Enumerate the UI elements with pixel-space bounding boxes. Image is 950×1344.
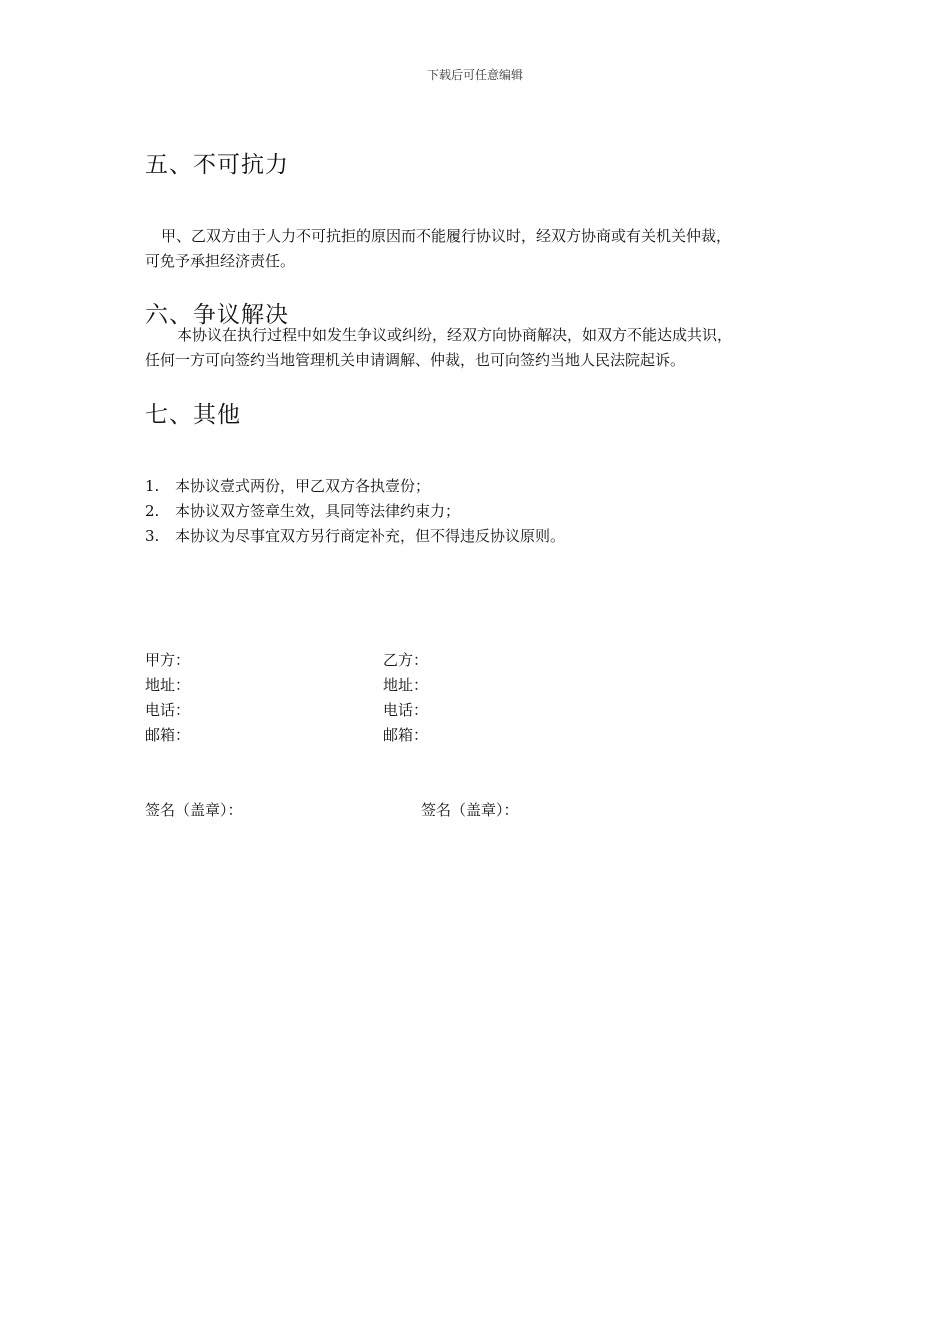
- section-title-dispute: 六、争议解决: [145, 302, 289, 328]
- list-item: [145, 499, 565, 524]
- section-body-dispute: [145, 323, 810, 373]
- party-a-email-label: 邮箱：: [145, 726, 191, 744]
- list-item: [145, 524, 565, 549]
- party-b-email-label: 邮箱：: [383, 726, 429, 744]
- paragraph-line: 本协议在执行过程中如发生争议或纠纷，经双方向协商解决，如双方不能达成共识，: [177, 326, 733, 344]
- page-header-note: 下载后可任意编辑: [426, 68, 523, 82]
- party-a-signature-label: 签名（盖章）：: [145, 801, 243, 819]
- list-item-text: 本协议为尽事宜双方另行商定补充，但不得违反协议原则。: [175, 527, 566, 545]
- party-b-block: [383, 648, 428, 748]
- party-a-block: [145, 648, 190, 748]
- section-title-force-majeure: 五、不可抗力: [145, 152, 289, 178]
- list-item-number: 2.: [145, 502, 160, 520]
- party-a-address-label: 地址：: [145, 676, 191, 694]
- paragraph-line: 任何一方可向签约当地管理机关申请调解、仲裁，也可向签约当地人民法院起诉。: [145, 351, 686, 369]
- party-a-name-label: 甲方：: [145, 651, 191, 669]
- party-b-name-label: 乙方：: [383, 651, 429, 669]
- section-title-other: 七、其他: [145, 402, 241, 428]
- paragraph-line: 可免予承担经济责任。: [145, 252, 296, 270]
- list-item-text: 本协议双方签章生效，具同等法律约束力；: [175, 502, 461, 520]
- party-b-phone-label: 电话：: [383, 701, 429, 719]
- party-b-address-label: 地址：: [383, 676, 429, 694]
- list-item-number: 3.: [145, 527, 160, 545]
- paragraph-line: 甲、乙双方由于人力不可抗拒的原因而不能履行协议时，经双方协商或有关机关仲裁，: [161, 227, 732, 245]
- party-b-signature-label: 签名（盖章）：: [421, 801, 519, 819]
- party-a-phone-label: 电话：: [145, 701, 191, 719]
- terms-list: [145, 474, 565, 549]
- section-body-force-majeure: [145, 224, 810, 274]
- list-item: [145, 474, 565, 499]
- list-item-text: 本协议壹式两份，甲乙双方各执壹份；: [175, 477, 431, 495]
- list-item-number: 1.: [145, 477, 160, 495]
